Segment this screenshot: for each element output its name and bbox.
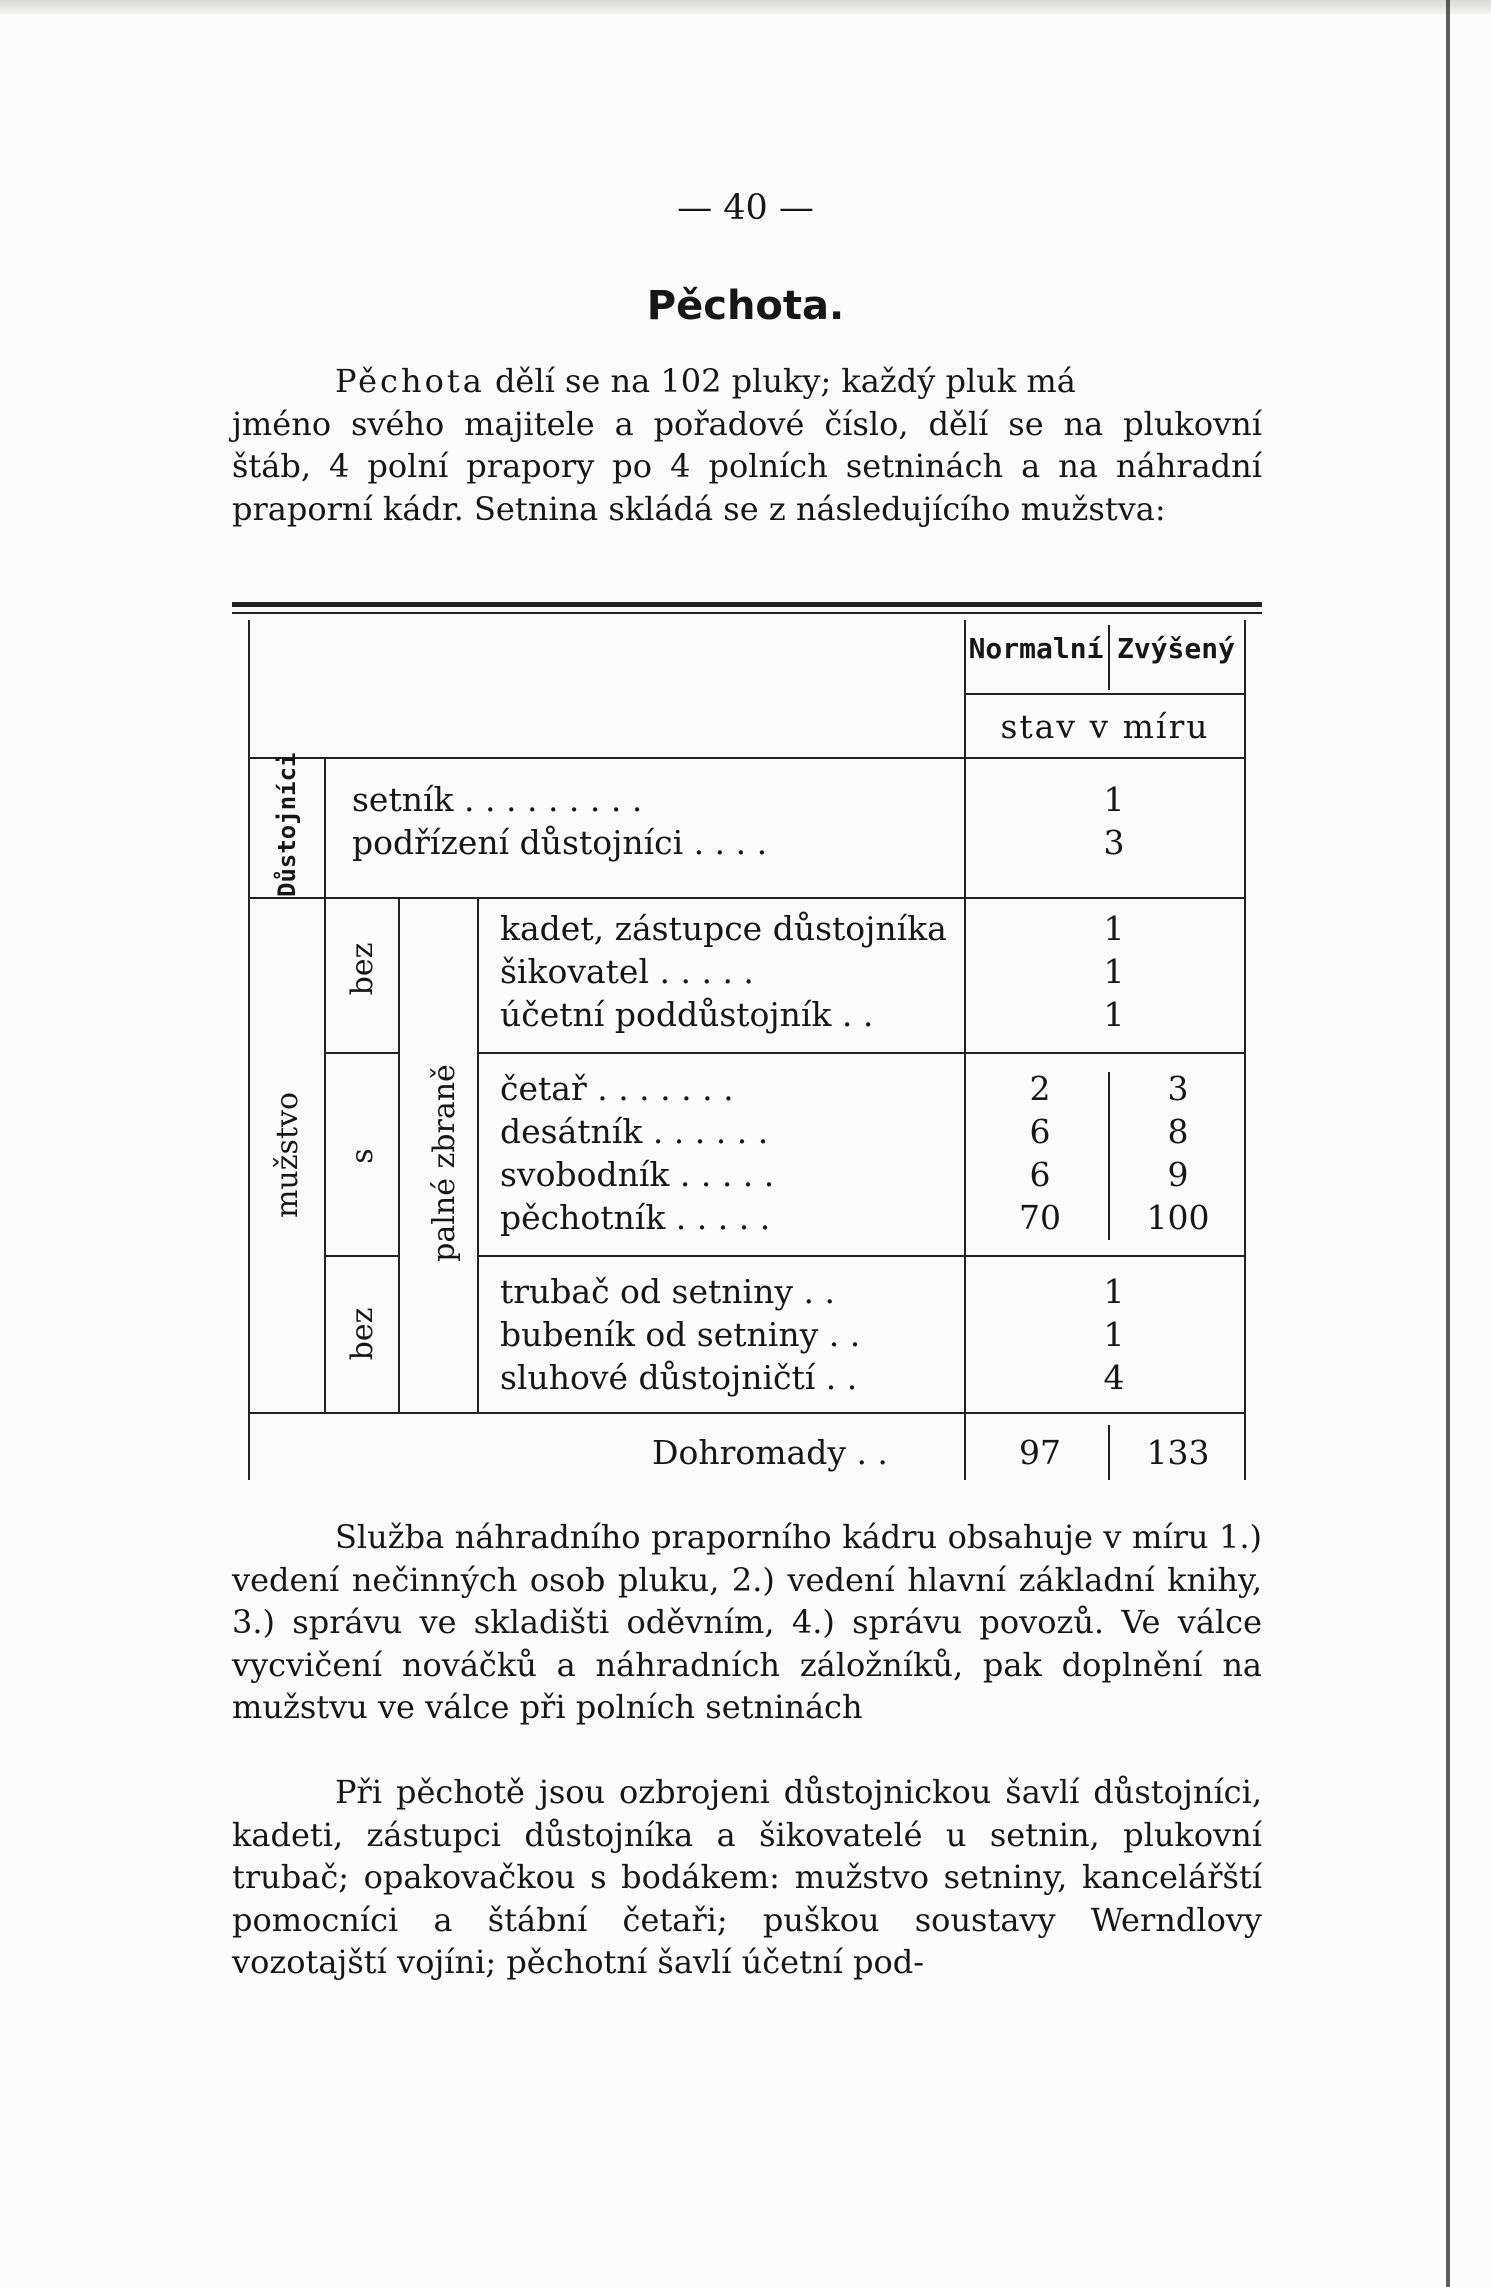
table-top-rule xyxy=(232,602,1262,607)
row-svobodnik-increased: 9 xyxy=(1167,1155,1189,1194)
group1-marker: bez xyxy=(345,942,380,996)
row-pechotnik-normal: 70 xyxy=(1019,1198,1061,1237)
scan-right-edge xyxy=(1446,0,1450,2287)
group2-marker-rule xyxy=(324,1255,399,1257)
total-increased: 133 xyxy=(1146,1433,1210,1472)
values-column-divider xyxy=(964,620,966,1480)
header-mid-rule xyxy=(964,693,1244,695)
total-values-divider xyxy=(1108,1425,1110,1480)
row-kadet-label: kadet, zástupce důstojníka xyxy=(500,909,947,948)
page-title: Pěchota. xyxy=(646,283,845,329)
row-desatnik-normal: 6 xyxy=(1029,1112,1051,1151)
row-cetar-label: četař . . . . . . . xyxy=(500,1069,734,1108)
row-sluhove-value: 4 xyxy=(1103,1358,1125,1397)
table-right-border xyxy=(1244,620,1246,1480)
scan-top-edge xyxy=(0,0,1491,14)
header-subheader: stav v míru xyxy=(1000,707,1210,746)
row-desatnik-label: desátník . . . . . . xyxy=(500,1112,769,1151)
intro-line1-rest: dělí se na 102 pluky; každý pluk má xyxy=(484,362,1076,400)
officers-group-label: Důstojníci xyxy=(273,752,301,897)
intro-paragraph xyxy=(232,360,1262,530)
row-bubenik-label: bubeník od setniny . . xyxy=(500,1315,861,1354)
group3-marker: bez xyxy=(345,1307,380,1361)
row-setnik-label: setník . . . . . . . . . xyxy=(352,780,643,819)
group2-marker: s xyxy=(345,1148,380,1164)
row-cetar-normal: 2 xyxy=(1029,1069,1051,1108)
body-paragraph-2 xyxy=(232,1771,1262,1984)
intro-first-line xyxy=(232,360,1262,403)
row-setnik-value: 1 xyxy=(1103,780,1125,819)
total-label: Dohromady . . xyxy=(652,1433,888,1472)
total-top-rule xyxy=(248,1412,1244,1414)
row-bubenik-value: 1 xyxy=(1103,1315,1125,1354)
header-normal: Normalní xyxy=(968,632,1104,665)
row-pechotnik-increased: 100 xyxy=(1146,1198,1210,1237)
row-ucetni-value: 1 xyxy=(1103,995,1125,1034)
body-paragraph-1 xyxy=(232,1516,1262,1729)
header-bottom-rule xyxy=(248,757,1244,759)
body-paragraph-2-text: Při pěchotě jsou ozbrojeni důstojnickou šavlí důstojníci, kadeti, zástupci důstojníka a šikovatelé u setnin, plukovní trubač; opakovačkou s bodákem: mužstvo setniny, kancelářští pomocníci a štábní četaři; puškou soustavy Werndlovy vozotajští vojíni; pěchotní šavlí účetní pod- xyxy=(232,1773,1262,1981)
men-label-divider xyxy=(324,897,326,1412)
row-sikovatel-label: šikovatel . . . . . xyxy=(500,952,754,991)
total-normal: 97 xyxy=(1019,1433,1061,1472)
marker-column-divider xyxy=(398,897,400,1412)
row-sikovatel-value: 1 xyxy=(1103,952,1125,991)
row-kadet-value: 1 xyxy=(1103,909,1125,948)
row-trubac-label: trubač od setniny . . xyxy=(500,1272,835,1311)
row-cetar-increased: 3 xyxy=(1167,1069,1189,1108)
group1-bottom-rule xyxy=(477,1052,1244,1054)
row-svobodnik-label: svobodník . . . . . xyxy=(500,1155,775,1194)
weapons-column-divider xyxy=(477,897,479,1412)
row-trubac-value: 1 xyxy=(1103,1272,1125,1311)
row-ucetni-label: účetní poddůstojník . . xyxy=(500,995,874,1034)
group2-bottom-rule xyxy=(477,1255,1244,1257)
table-top-thin-rule xyxy=(232,612,1262,614)
men-group-label: mužstvo xyxy=(270,1091,305,1219)
weapons-group-label: palné zbraně xyxy=(427,1064,462,1262)
row-pechotnik-label: pěchotník . . . . . xyxy=(500,1198,771,1237)
row-podrizeni-value: 3 xyxy=(1103,823,1125,862)
row-svobodnik-normal: 6 xyxy=(1029,1155,1051,1194)
row-sluhove-label: sluhové důstojničtí . . xyxy=(500,1358,858,1397)
table-left-border xyxy=(248,620,250,1480)
row-desatnik-increased: 8 xyxy=(1167,1112,1189,1151)
page-number: — 40 — xyxy=(677,188,814,228)
header-increased: Zvýšený xyxy=(1116,632,1235,665)
group2-values-divider xyxy=(1108,1072,1110,1240)
group1-marker-rule xyxy=(324,1052,399,1054)
officers-label-divider xyxy=(324,757,326,897)
intro-lead-word: Pěchota xyxy=(335,362,485,400)
row-podrizeni-label: podřízení důstojníci . . . . xyxy=(352,823,768,862)
body-paragraph-1-text: Služba náhradního praporního kádru obsahuje v míru 1.) vedení nečinných osob pluku, 2.) vedení hlavní základní knihy, 3.) správu ve skladišti oděvním, 4.) správu povozů. Ve válce vycvičení nováčků a náhradních záložníků, pak doplnění na mužstvu ve válce při polních setninách xyxy=(232,1518,1262,1726)
intro-rest: jméno svého majitele a pořadové číslo, dělí se na plukovní štáb, 4 polní prapory po 4 polních setninách a na náhradní praporní kádr. Setnina skládá se z následujícího mužstva: xyxy=(232,404,1262,528)
